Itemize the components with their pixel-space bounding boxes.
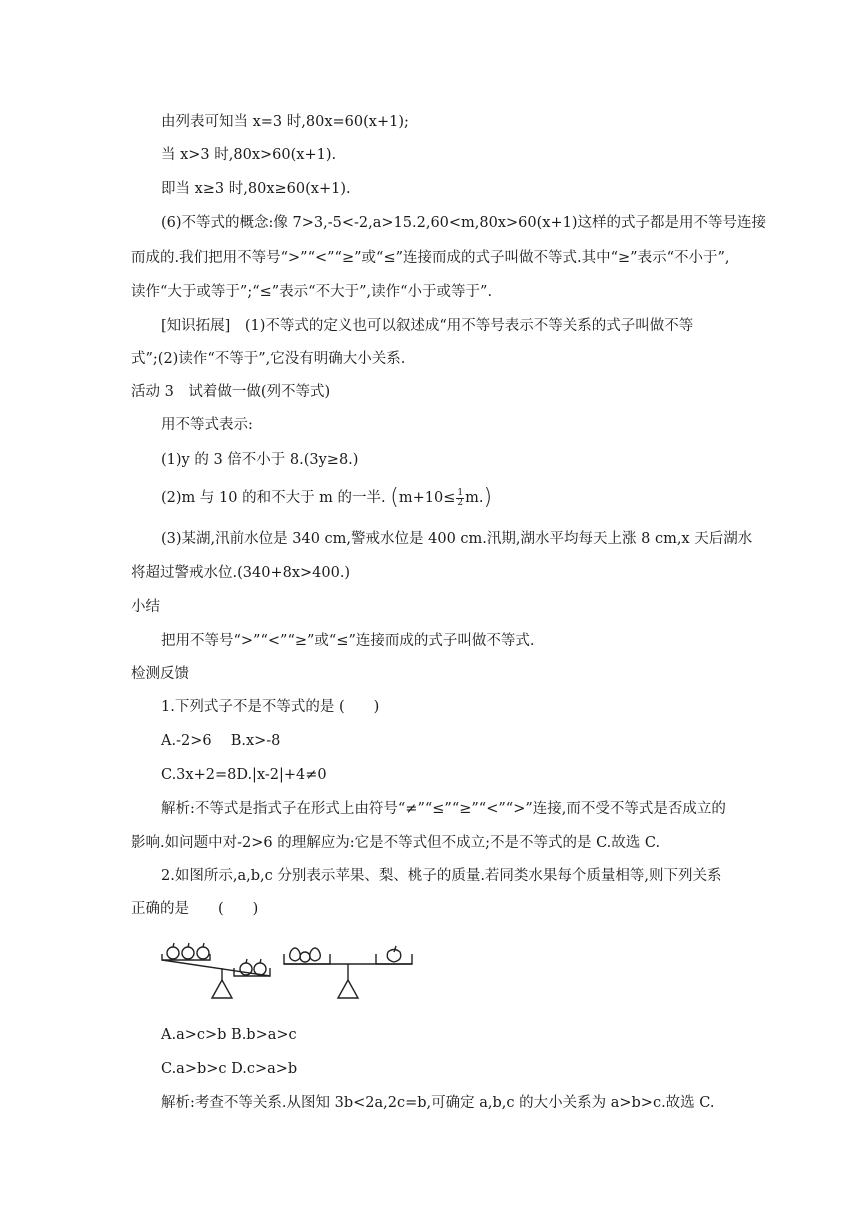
q2-options-cd: C.a>b>c D.c>a>b bbox=[161, 1061, 298, 1077]
frac-den: 2 bbox=[457, 497, 464, 508]
q2-analysis: 解析:考查不等关系.从图知 3b<2a,2c=b,可确定 a,b,c 的大小关系为 a>b>c.故选 C. bbox=[161, 1095, 715, 1111]
line-12 bbox=[161, 485, 493, 510]
line-2: 当 x>3 时,80x>60(x+1). bbox=[161, 147, 337, 163]
balance-scale-figure bbox=[160, 938, 420, 1004]
line-8: 式”;(2)读作“不等于”,它没有明确大小关系. bbox=[131, 351, 406, 367]
question-1: 1.下列式子不是不等式的是 ( ) bbox=[161, 699, 380, 715]
open-paren: ( bbox=[390, 485, 399, 510]
q1-analysis-2: 影响.如问题中对-2>6 的理解应为:它是不等式但不成立;不是不等式的是 C.故选 C. bbox=[131, 835, 661, 851]
line-16: 把用不等号“>”“<”“≥”或“≤”连接而成的式子叫做不等式. bbox=[161, 633, 535, 649]
q1-analysis-1: 解析:不等式是指式子在形式上由符号“≠”“≤”“≥”“<”“>”连接,而不受不等式是否成立的 bbox=[161, 801, 726, 817]
q2-options-ab: A.a>c>b B.b>a>c bbox=[161, 1027, 297, 1043]
line-6: 读作“大于或等于”;“≤”表示“不大于”,读作“小于或等于”. bbox=[131, 284, 493, 300]
line-7: [知识拓展] (1)不等式的定义也可以叙述成“用不等号表示不等关系的式子叫做不等 bbox=[161, 318, 694, 334]
question-2: 2.如图所示,a,b,c 分别表示苹果、梨、桃子的质量.若同类水果每个质量相等,则下列关系 bbox=[161, 868, 722, 884]
line-12-text: (2)m 与 10 的和不大于 m 的一半. bbox=[161, 490, 386, 506]
q1-options-ab: A.-2>6 B.x>-8 bbox=[161, 733, 281, 749]
question-2-cont: 正确的是 ( ) bbox=[131, 901, 259, 917]
fraction bbox=[456, 489, 464, 508]
line-5: 而成的.我们把用不等号“>”“<”“≥”或“≤”连接而成的式子叫做不等式.其中“≥”表示“不小于”, bbox=[131, 250, 730, 266]
frac-num: 1 bbox=[457, 487, 464, 498]
q1-options-cd: C.3x+2=8D.|x-2|+4≠0 bbox=[161, 767, 327, 783]
summary-heading: 小结 bbox=[131, 599, 160, 615]
line-1: 由列表可知当 x=3 时,80x=60(x+1); bbox=[161, 114, 409, 130]
line-3: 即当 x≥3 时,80x≥60(x+1). bbox=[161, 181, 351, 197]
line-10: 用不等式表示: bbox=[161, 417, 253, 433]
line-14: 将超过警戒水位.(340+8x>400.) bbox=[131, 565, 351, 581]
line-13: (3)某湖,汛前水位是 340 cm,警戒水位是 400 cm.汛期,湖水平均每天上涨 8 cm,x 天后湖水 bbox=[161, 531, 753, 547]
math-a: m+10≤ bbox=[398, 490, 456, 506]
close-paren: ) bbox=[483, 485, 493, 510]
activity-heading: 活动 3 试着做一做(列不等式) bbox=[131, 384, 331, 400]
feedback-heading: 检测反馈 bbox=[131, 666, 189, 682]
line-11: (1)y 的 3 倍不小于 8.(3y≥8.) bbox=[161, 452, 359, 468]
line-4: (6)不等式的概念:像 7>3,-5<-2,a>15.2,60<m,80x>60(x+1)这样的式子都是用不等号连接 bbox=[161, 215, 766, 231]
math-b: m. bbox=[465, 490, 484, 506]
